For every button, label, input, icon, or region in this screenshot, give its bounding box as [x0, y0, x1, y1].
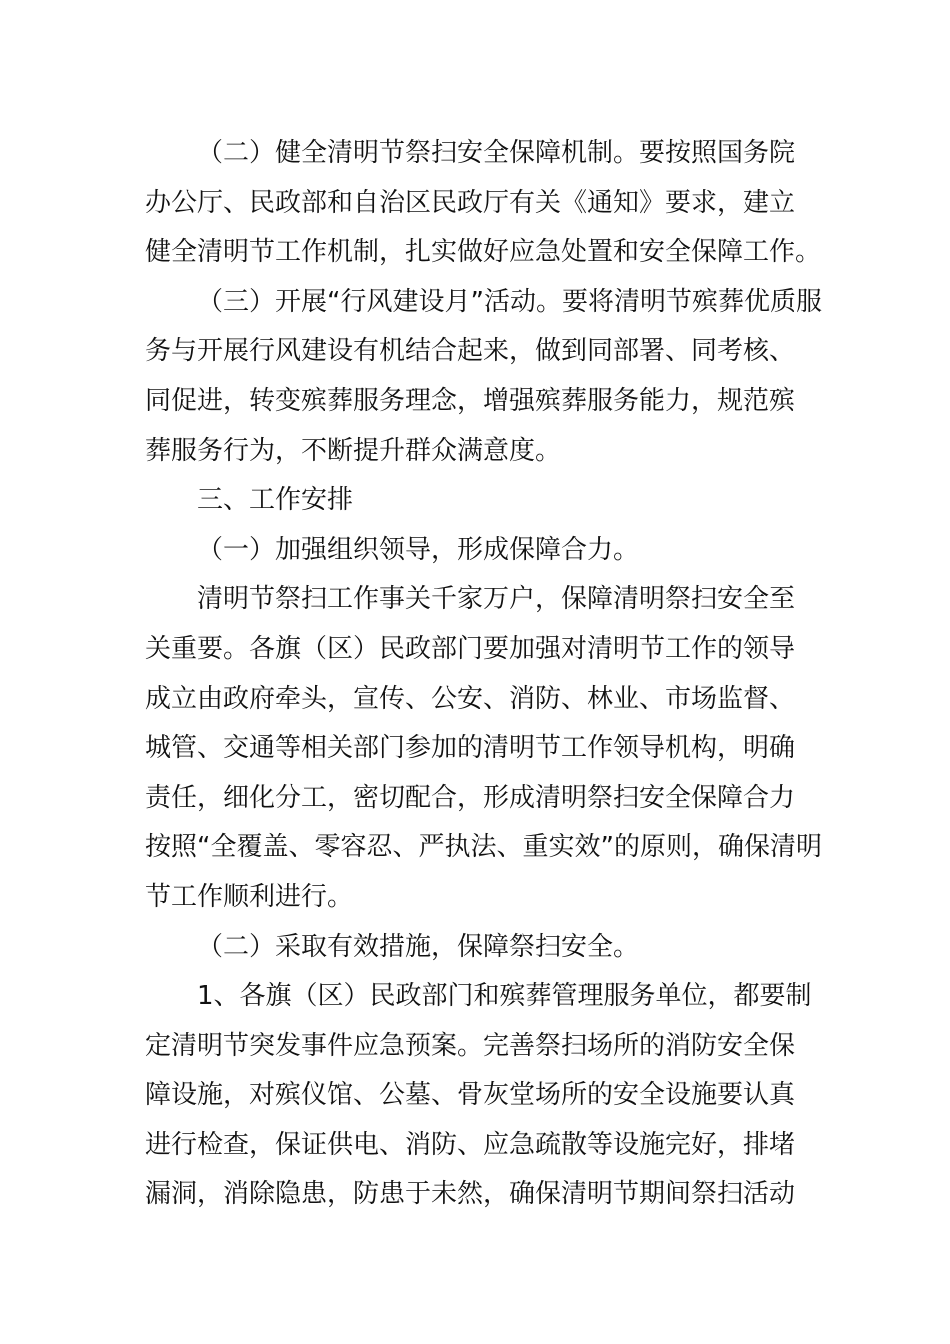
- subsection-heading: （二）采取有效措施，保障祭扫安全。: [197, 931, 640, 962]
- paragraph-line: 健全清明节工作机制，扎实做好应急处置和安全保障工作。: [145, 237, 822, 268]
- paragraph-line: 葬服务行为，不断提升群众满意度。: [145, 435, 562, 466]
- paragraph-line: 城管、交通等相关部门参加的清明节工作领导机构，明确: [145, 733, 796, 764]
- paragraph-line: 障设施，对殡仪馆、公墓、骨灰堂场所的安全设施要认真: [145, 1080, 796, 1111]
- paragraph-line: 1、各旗（区）民政部门和殡葬管理服务单位，都要制: [197, 981, 812, 1012]
- body-text: [145, 129, 822, 1220]
- paragraph-line: 按照“全覆盖、零容忍、严执法、重实效”的原则，确保清明: [145, 832, 822, 863]
- paragraph-line: 同促进，转变殡葬服务理念，增强殡葬服务能力，规范殡: [145, 385, 796, 416]
- paragraph-line: 关重要。各旗（区）民政部门要加强对清明节工作的领导: [145, 633, 796, 664]
- paragraph-line: 清明节祭扫工作事关千家万户，保障清明祭扫安全至: [197, 584, 796, 615]
- paragraph-line: 节工作顺利进行。: [145, 881, 354, 912]
- paragraph-line: 定清明节突发事件应急预案。完善祭扫场所的消防安全保: [145, 1030, 796, 1061]
- paragraph-line: 漏洞，消除隐患，防患于未然，确保清明节期间祭扫活动: [145, 1179, 796, 1210]
- paragraph-line: 进行检查，保证供电、消防、应急疏散等设施完好，排堵: [145, 1129, 796, 1160]
- paragraph-line: 办公厅、民政部和自治区民政厅有关《通知》要求，建立: [145, 187, 796, 218]
- paragraph-line: （三）开展“行风建设月”活动。要将清明节殡葬优质服: [197, 286, 822, 317]
- paragraph-line: 成立由政府牵头，宣传、公安、消防、林业、市场监督、: [145, 683, 796, 714]
- paragraph-line: （二）健全清明节祭扫安全保障机制。要按照国务院: [197, 138, 796, 168]
- paragraph-line: 务与开展行风建设有机结合起来，做到同部署、同考核、: [145, 336, 796, 367]
- subsection-heading: （一）加强组织领导，形成保障合力。: [197, 534, 640, 565]
- section-heading: 三、工作安排: [197, 485, 354, 516]
- paragraph-line: 责任，细化分工，密切配合，形成清明祭扫安全保障合力: [145, 782, 796, 813]
